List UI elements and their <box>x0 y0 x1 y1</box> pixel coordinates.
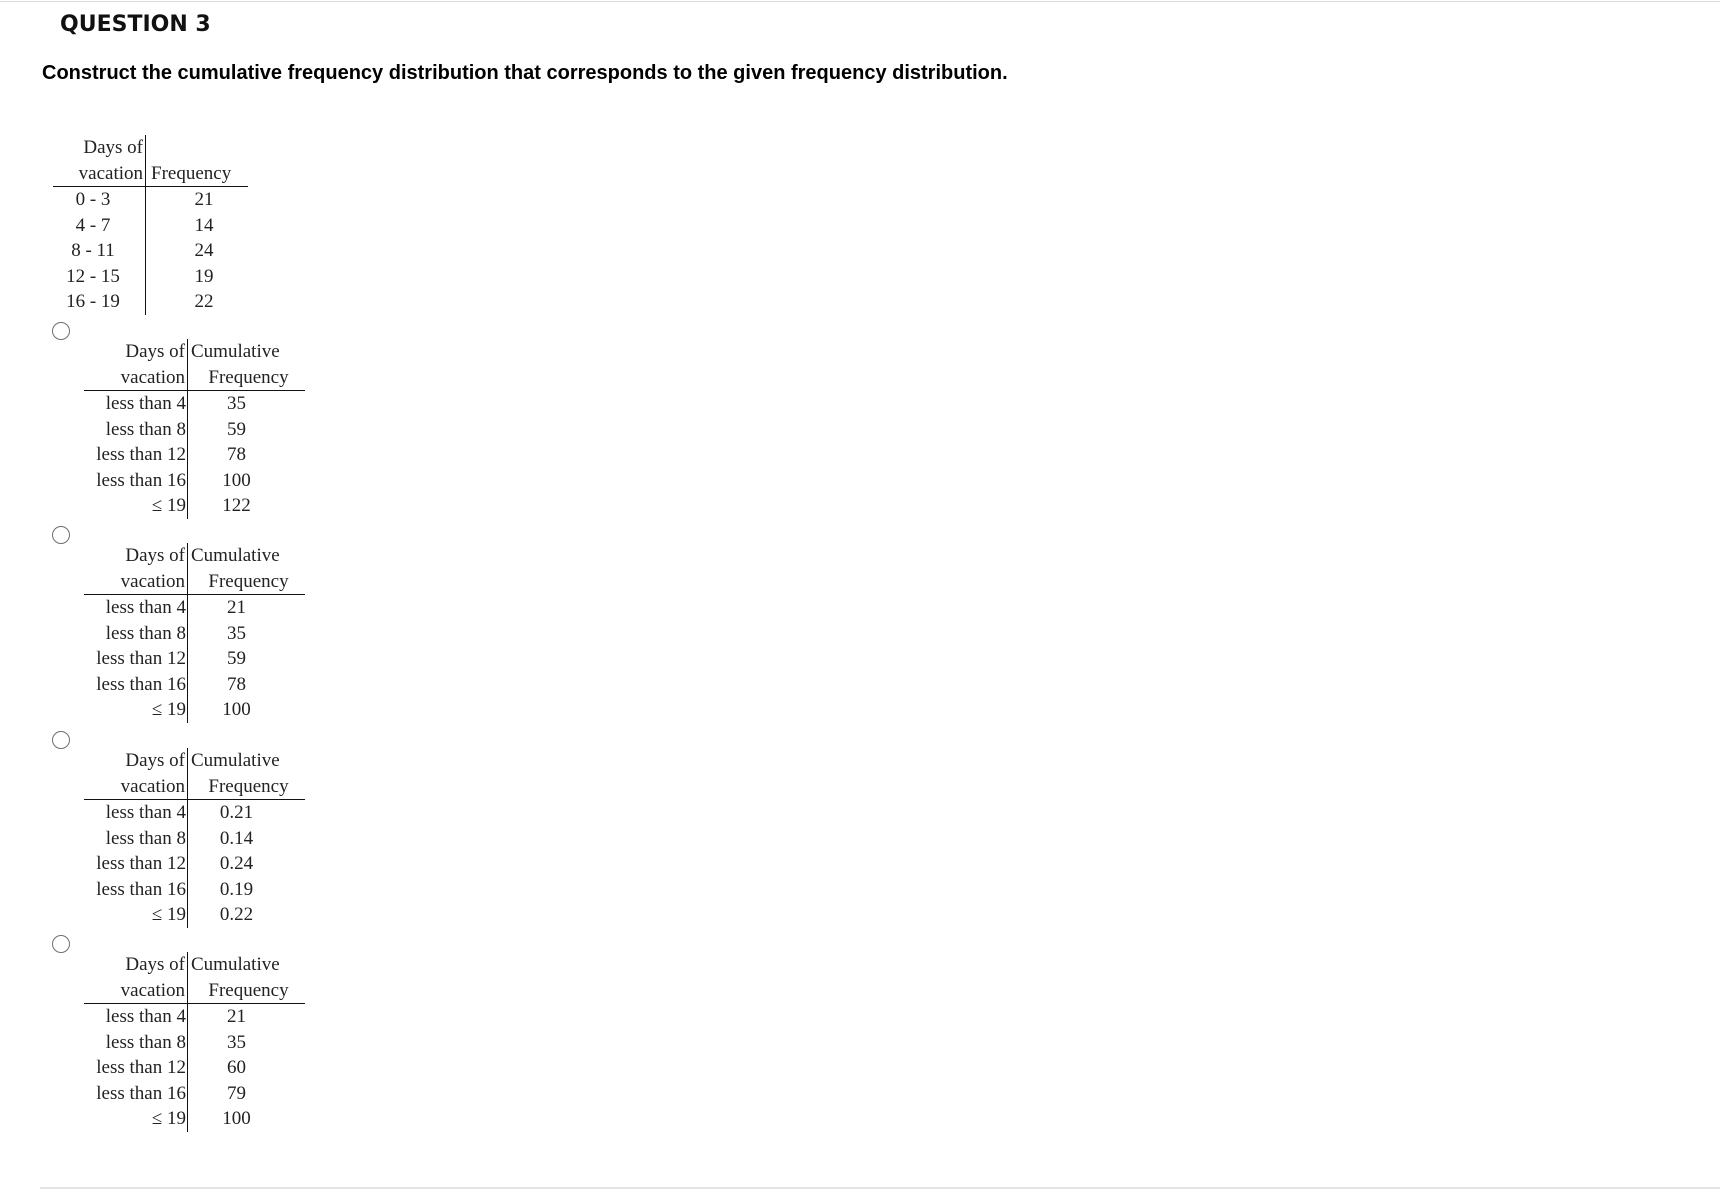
table-header-row <box>84 748 305 774</box>
table-row <box>84 391 305 417</box>
header-days-line2: vacation <box>53 161 146 187</box>
table-row <box>84 442 305 468</box>
header-cumulative-line1: Cumulative <box>191 341 280 362</box>
table-row <box>53 187 248 213</box>
header-days-line2: vacation <box>84 774 188 800</box>
value-cell: 100 <box>222 699 251 720</box>
choice-c-table <box>84 748 305 928</box>
value-cell: 35 <box>227 622 246 644</box>
table-header-row <box>84 569 305 596</box>
table-row <box>84 877 305 903</box>
header-cumulative-line1: Cumulative <box>191 954 280 975</box>
header-freq-line2: Frequency <box>151 162 232 184</box>
header-days-line2: vacation <box>84 978 188 1004</box>
days-cell: 8 - 11 <box>53 238 146 264</box>
table-row <box>84 1081 305 1107</box>
days-cell: ≤ 19 <box>84 902 188 928</box>
value-cell: 59 <box>227 418 246 440</box>
days-cell: ≤ 19 <box>84 1106 188 1132</box>
value-cell: 21 <box>227 597 246 618</box>
header-days-line1: Days of <box>84 339 188 365</box>
table-header-row <box>84 339 305 365</box>
days-cell: 12 - 15 <box>53 264 146 290</box>
table-header-row <box>53 161 248 188</box>
header-cumulative-line1: Cumulative <box>191 750 280 771</box>
value-cell: 78 <box>227 673 246 695</box>
value-cell: 0.22 <box>219 904 254 925</box>
table-header-row <box>84 952 305 978</box>
header-days-line2: vacation <box>84 365 188 391</box>
value-cell: 100 <box>222 1108 251 1129</box>
given-frequency-table <box>53 135 248 315</box>
header-cumulative-line2: Frequency <box>208 366 289 388</box>
days-cell: 4 - 7 <box>53 213 146 239</box>
days-cell: less than 12 <box>84 646 188 672</box>
table-row <box>84 672 305 698</box>
table-row <box>53 213 248 239</box>
header-cumulative-line2: Frequency <box>208 570 289 592</box>
table-row <box>84 417 305 443</box>
table-row <box>84 851 305 877</box>
days-cell: less than 16 <box>84 468 188 494</box>
table-row <box>84 493 305 519</box>
days-cell: less than 12 <box>84 851 188 877</box>
question-prompt: Construct the cumulative frequency distribution that corresponds to the given frequency distribution. <box>42 62 1008 84</box>
days-cell: less than 8 <box>84 417 188 443</box>
header-days-line1: Days of <box>84 952 188 978</box>
days-cell: less than 4 <box>84 595 188 621</box>
days-cell: less than 4 <box>84 800 188 826</box>
header-days-line2: vacation <box>84 569 188 595</box>
header-days-line1: Days of <box>53 135 146 161</box>
days-cell: less than 16 <box>84 877 188 903</box>
question-title: QUESTION 3 <box>60 12 211 37</box>
days-cell: less than 4 <box>84 391 188 417</box>
days-cell: 0 - 3 <box>53 187 146 213</box>
table-header-row <box>84 774 305 801</box>
table-row <box>84 595 305 621</box>
table-row <box>84 1106 305 1132</box>
top-divider <box>0 1 1720 2</box>
table-row <box>53 238 248 264</box>
value-cell: 0.19 <box>219 878 254 900</box>
days-cell: less than 8 <box>84 621 188 647</box>
header-freq-line1 <box>146 135 248 161</box>
choice-a-radio[interactable] <box>52 322 70 340</box>
value-cell: 59 <box>227 648 246 669</box>
table-row <box>84 1055 305 1081</box>
table-row <box>53 264 248 290</box>
value-cell: 0.24 <box>219 853 254 874</box>
bottom-divider <box>40 1187 1720 1189</box>
days-cell: ≤ 19 <box>84 697 188 723</box>
value-cell: 60 <box>227 1057 246 1078</box>
header-days-line1: Days of <box>84 543 188 569</box>
days-cell: less than 8 <box>84 826 188 852</box>
header-cumulative-line2: Frequency <box>208 979 289 1001</box>
value-cell: 35 <box>227 393 246 414</box>
choice-b-radio[interactable] <box>52 526 70 544</box>
table-row <box>84 697 305 723</box>
value-cell: 0.21 <box>219 802 254 823</box>
choice-d-table <box>84 952 305 1132</box>
header-days-line1: Days of <box>84 748 188 774</box>
choice-a-table <box>84 339 305 519</box>
days-cell: less than 8 <box>84 1030 188 1056</box>
table-header-row <box>84 365 305 392</box>
value-cell: 78 <box>227 444 246 465</box>
choice-b-table <box>84 543 305 723</box>
value-cell: 21 <box>227 1006 246 1027</box>
table-row <box>84 1004 305 1030</box>
table-row <box>84 800 305 826</box>
table-row <box>53 289 248 315</box>
table-header-row <box>84 543 305 569</box>
days-cell: less than 4 <box>84 1004 188 1030</box>
frequency-cell: 22 <box>194 291 214 312</box>
days-cell: 16 - 19 <box>53 289 146 315</box>
table-row <box>84 646 305 672</box>
days-cell: ≤ 19 <box>84 493 188 519</box>
days-cell: less than 12 <box>84 442 188 468</box>
frequency-cell: 14 <box>194 214 214 236</box>
frequency-cell: 24 <box>194 240 214 261</box>
value-cell: 79 <box>227 1082 246 1104</box>
days-cell: less than 16 <box>84 1081 188 1107</box>
header-cumulative-line2: Frequency <box>208 775 289 797</box>
choice-d-radio[interactable] <box>52 935 70 953</box>
header-cumulative-line1: Cumulative <box>191 545 280 566</box>
table-row <box>84 902 305 928</box>
table-header-row <box>84 978 305 1005</box>
table-row <box>84 1030 305 1056</box>
frequency-cell: 19 <box>194 265 214 287</box>
table-row <box>84 621 305 647</box>
days-cell: less than 12 <box>84 1055 188 1081</box>
value-cell: 35 <box>227 1031 246 1053</box>
choice-c-radio[interactable] <box>52 731 70 749</box>
value-cell: 0.14 <box>219 827 254 849</box>
table-header-row <box>53 135 248 161</box>
table-row <box>84 468 305 494</box>
value-cell: 100 <box>222 469 251 491</box>
frequency-cell: 21 <box>194 189 214 210</box>
table-row <box>84 826 305 852</box>
value-cell: 122 <box>222 495 251 516</box>
days-cell: less than 16 <box>84 672 188 698</box>
